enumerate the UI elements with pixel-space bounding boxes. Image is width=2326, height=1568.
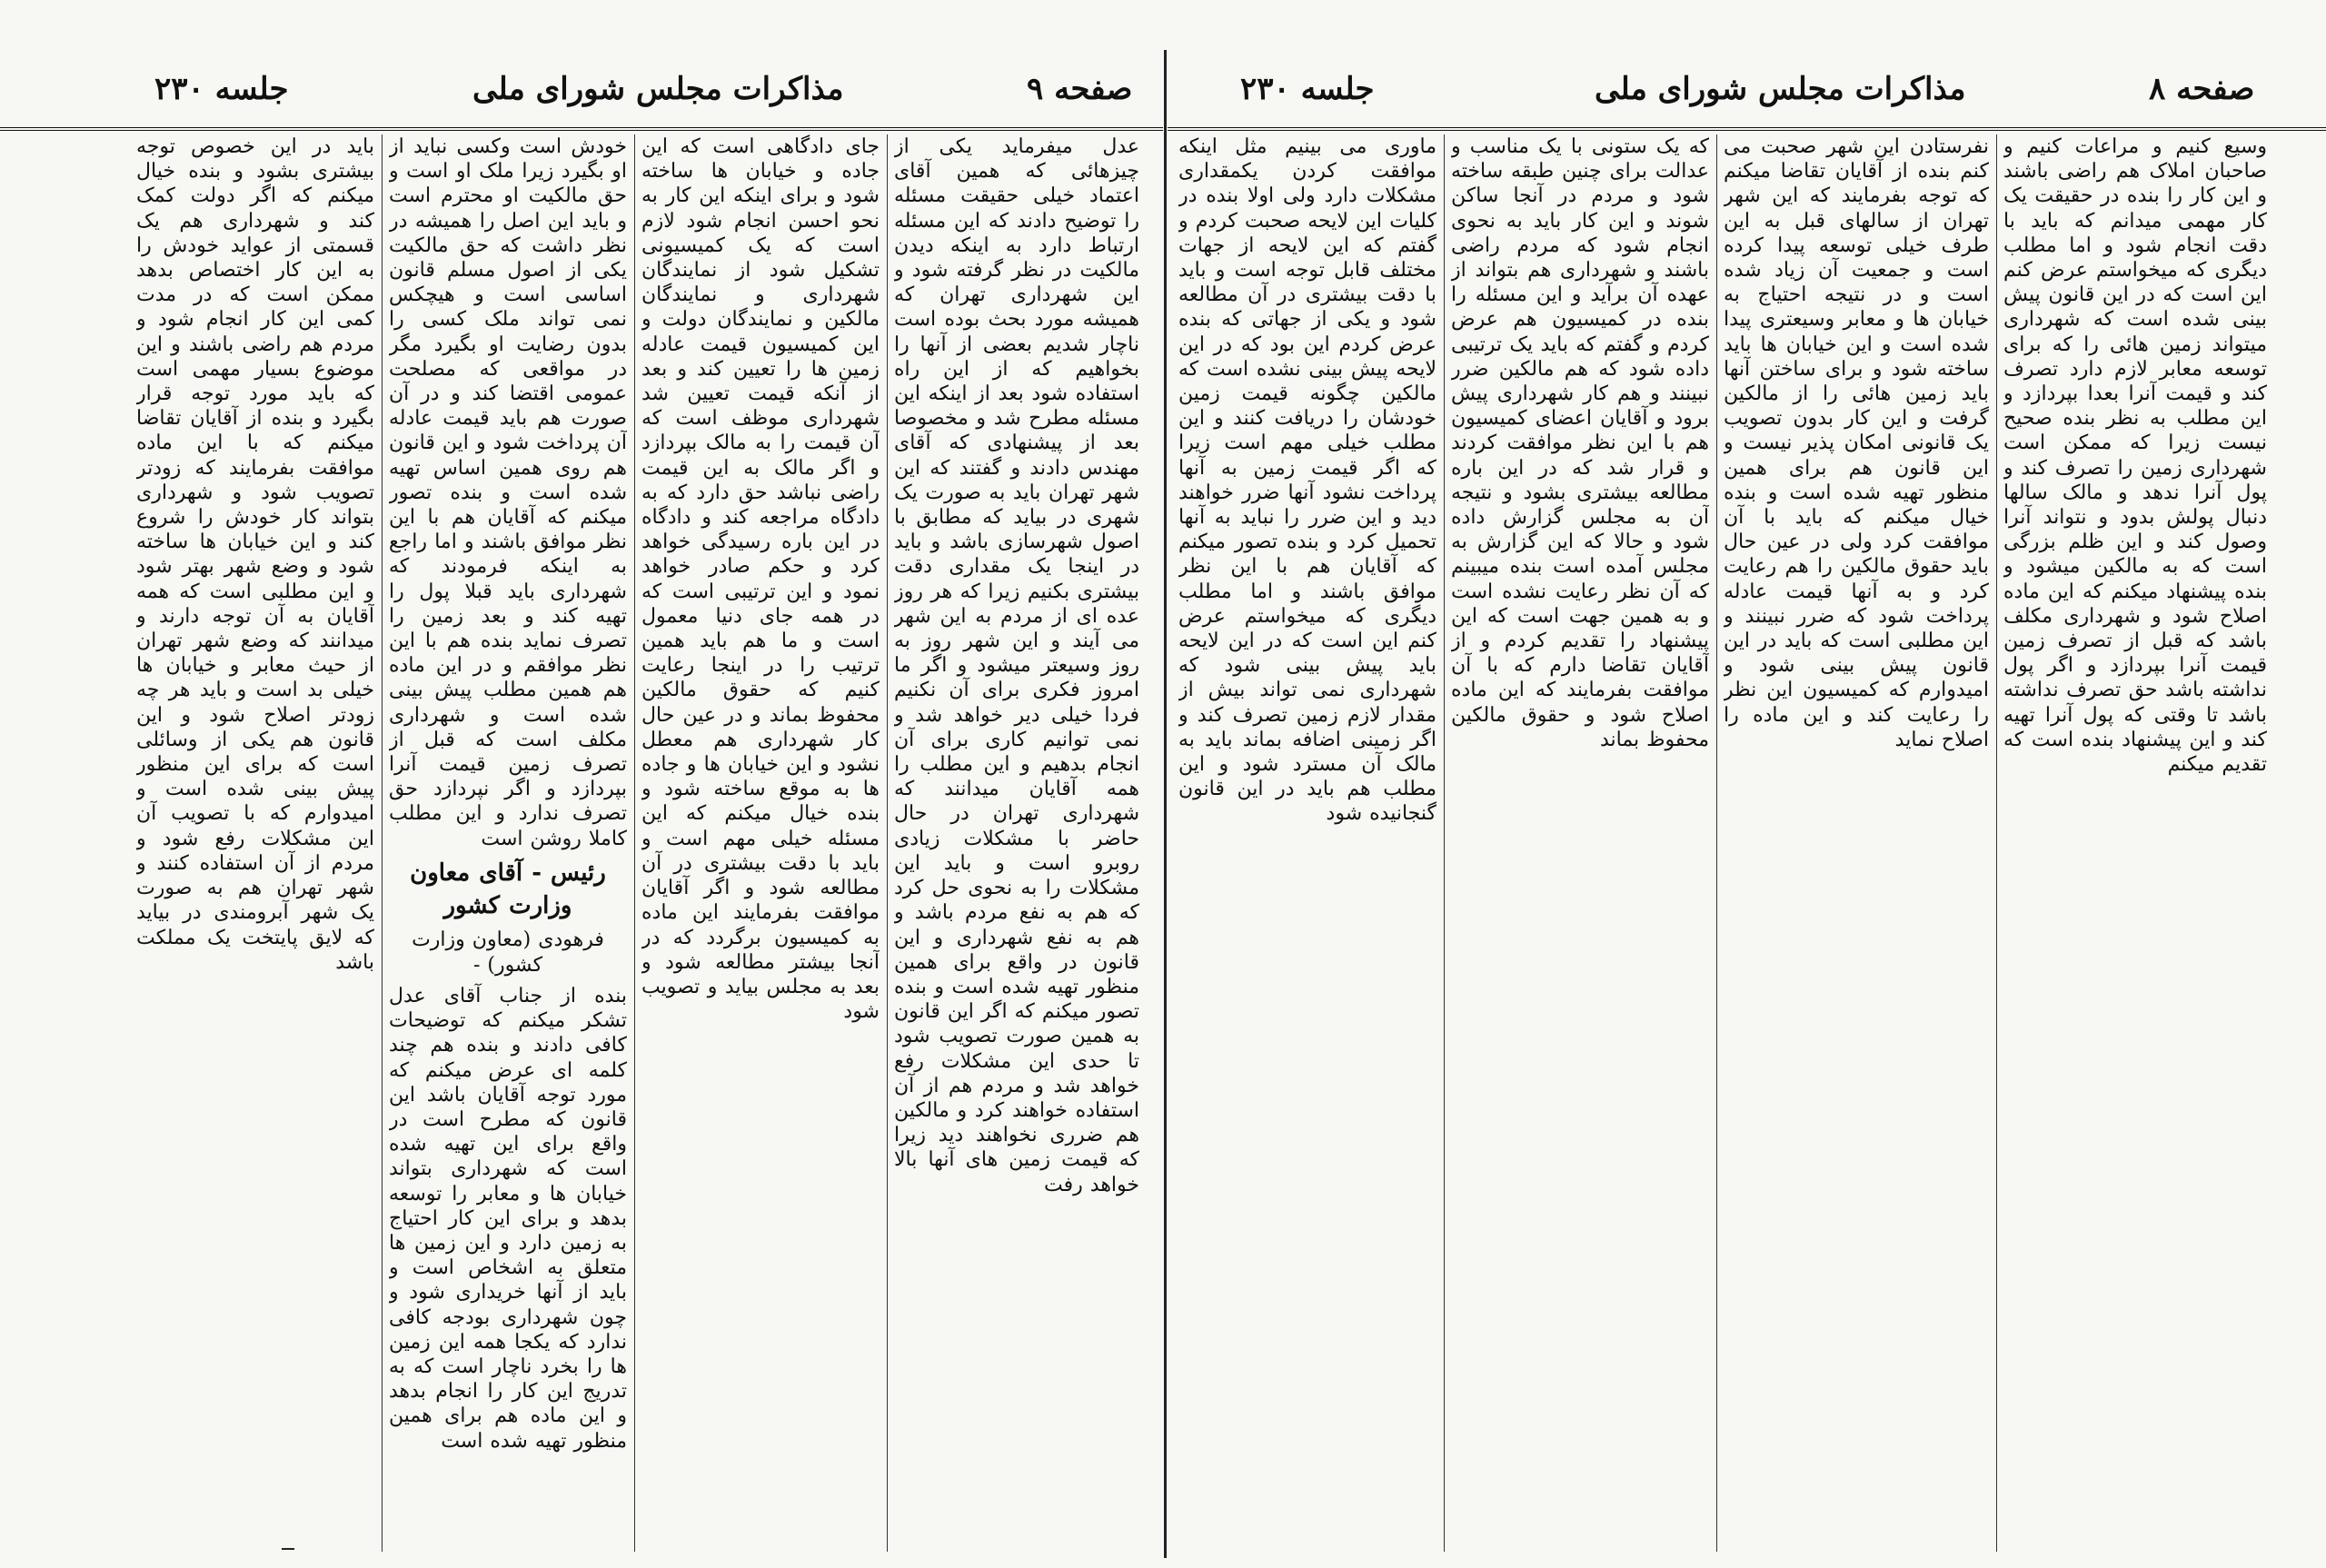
left-column-2 xyxy=(641,134,880,1552)
bottom-mark xyxy=(282,1548,294,1550)
column-rule xyxy=(634,134,635,1552)
left-column-3 xyxy=(389,134,627,1552)
left-page-header xyxy=(0,62,1163,131)
right-column-1 xyxy=(2003,134,2267,1552)
right-page-header xyxy=(1168,62,2326,131)
column-paragraph: خودش است وکسی نباید از او بگیرد زیرا ملک او است و حق مالکیت او محترم است و باید این اصل را همیشه در نظر داشت که حق مالکیت یکی از اصول مسلم قانون اساسی است و هیچکس نمی تواند ملک کسی را بدون رضایت او بگیرد مگر در مواقعی که مصلحت عمومی اقتضا کند و در آن صورت هم باید قیمت عادله آن پرداخت شود و این قانون هم روی همین اساس تهیه شده است و بنده تصور میکنم که آقایان هم با این نظر موافق باشند و اما راجع به اینکه فرمودند که شهرداری باید قبلا پول را تهیه کند و بعد زمین را تصرف نماید بنده هم با این نظر موافقم و در این ماده هم همین مطلب پیش بینی شده است و شهرداری مکلف است که قبل از تصرف زمین قیمت آنرا بپردازد و اگر نپردازد حق تصرف ندارد و این مطلب کاملا روشن است xyxy=(389,135,627,850)
column-paragraph: وسیع کنیم و مراعات کنیم و صاحبان املاک هم راضی باشند و این کار را بنده در حقیقت یک کار مهمی میدانم که باید با دقت انجام شود و اما مطلب دیگری که میخواستم عرض کنم این است که در این قانون پیش بینی شده است که شهرداری میتواند زمین هائی را که برای توسعه معابر لازم دارد تصرف کند و قیمت آنرا بعدا بپردازد و این مطلب به نظر بنده صحیح نیست زیرا که ممکن است شهرداری زمین را تصرف کند و پول آنرا ندهد و مالک سالها دنبال پولش بدود و نتواند آنرا وصول کند و این ظلم بزرگی است که به مالکین میشود و بنده پیشنهاد میکنم که این ماده اصلاح شود و شهرداری مکلف باشد که قبل از تصرف زمین قیمت آنرا بپردازد و اگر پول نداشته باشد حق تصرف نداشته باشد تا وقتی که پول آنرا تهیه کند و این پیشنهاد بنده است که تقدیم میکنم xyxy=(2003,135,2267,777)
column-paragraph: ماوری می بینیم مثل اینکه موافقت کردن یکمقداری مشکلات دارد ولی اولا بنده در کلیات این لایحه صحبت کردم و گفتم که این لایحه از جهات مختلف قابل توجه است و باید با دقت بیشتری در آن مطالعه شود و یکی از جهاتی که بنده عرض کردم این بود که در این لایحه پیش بینی نشده است که مالکین چگونه قیمت زمین خودشان را دریافت کنند و این مطلب خیلی مهم است زیرا که اگر قیمت زمین به آنها پرداخت نشود آنها ضرر خواهند دید و این ضرر را نباید به آنها تحمیل کرد و بنده تصور میکنم که آقایان هم با این نظر موافق باشند و اما مطلب دیگری که میخواستم عرض کنم این است که در این لایحه باید پیش بینی شود که شهرداری نمی تواند بیش از مقدار لازم زمین تصرف کند و اگر زمینی اضافه بماند باید به مالک آن مسترد شود و این مطلب هم باید در این قانون گنجانیده شود xyxy=(1178,135,1436,826)
right-page xyxy=(1168,0,2326,1568)
left-columns xyxy=(0,134,1163,1552)
column-rule xyxy=(382,134,383,1552)
speaker-heading: رئیس - آقای معاون وزارت کشور xyxy=(410,858,606,919)
column-paragraph: باید در این خصوص توجه بیشتری بشود و بنده خیال میکنم که اگر دولت کمک کند و شهرداری هم یک قسمتی از عواید خودش را به این کار اختصاص بدهد ممکن است که در مدت کمی این کار انجام شود و مردم هم راضی باشند و این موضوع بسیار مهمی است که باید مورد توجه قرار بگیرد و بنده از آقایان تقاضا میکنم که با این ماده موافقت بفرمایند که زودتر تصویب شود و شهرداری بتواند کار خودش را شروع کند و این خیابان ها ساخته شود و وضع شهر بهتر شود و این مطلبی است که همه آقایان به آن توجه دارند و میدانند که وضع شهر تهران از حیث معابر و خیابان ها خیلی بد است و باید هر چه زودتر اصلاح شود و این قانون هم یکی از وسائلی است که برای این منظور پیش بینی شده است و امیدوارم که با تصویب آن این مشکلات رفع شود و مردم از آن استفاده کنند و شهر تهران هم به صورت یک شهر آبرومندی در بیاید که لایق پایتخت یک مملکت باشد xyxy=(136,135,374,974)
left-column-4 xyxy=(136,134,374,1552)
right-column-2 xyxy=(1724,134,1989,1552)
column-rule xyxy=(1716,134,1717,1552)
right-session-number: جلسه ۲۳۰ xyxy=(1240,71,1375,107)
column-paragraph: بنده از جناب آقای عدل تشکر میکنم که توضیحات کافی دادند و بنده هم چند کلمه ای عرض میکنم که مورد توجه آقایان باشد این قانون که مطرح است در واقع برای این تهیه شده است که شهرداری بتواند خیابان ها و معابر را توسعه بدهد و برای این کار احتیاج به زمین دارد و این زمین ها متعلق به اشخاص است و باید از آنها خریداری شود و چون شهرداری بودجه کافی ندارد که یکجا همه این زمین ها را بخرد ناچار است که به تدریج این کار را انجام بدهد و این ماده هم برای همین منظور تهیه شده است xyxy=(389,984,627,1453)
left-column-1 xyxy=(894,134,1139,1552)
column-rule xyxy=(1996,134,1997,1552)
column-paragraph: عدل میفرماید یکی از چیزهائی که همین آقای اعتماد خیلی حقیقت مسئله را توضیح دادند که این مسئله ارتباط دارد به اینکه دیدن مالکیت در نظر گرفته شود و این شهرداری تهران که همیشه مورد بحث بوده است ناچار شدیم بعضی از آنها را بخواهیم که از این راه استفاده شود بعد از اینکه این مسئله مطرح شد و مخصوصا بعد از پیشنهادی که آقای مهندس دادند و گفتند که این شهر تهران باید به صورت یک شهری در بیاید که مطابق با اصول شهرسازی باشد و باید در اینجا یک مقداری دقت بیشتری بکنیم زیرا که هر روز عده ای از مردم به این شهر می آیند و این شهر روز به روز وسیعتر میشود و اگر ما امروز فکری برای آن نکنیم فردا خیلی دیر خواهد شد و نمی توانیم کاری برای آن انجام بدهیم و این مطلب را همه آقایان میدانند که شهرداری تهران در حال حاضر با مشکلات زیادی روبرو است و باید این مشکلات را به نحوی حل کرد که هم به نفع مردم باشد و هم به نفع شهرداری و این قانون در واقع برای همین منظور تهیه شده است و بنده تصور میکنم که اگر این قانون به همین صورت تصویب شود تا حدی این مشکلات رفع خواهد شد و مردم هم از آن استفاده خواهند کرد و مالکین هم ضرری نخواهند دید زیرا که قیمت زمین های آنها بالا خواهد رفت xyxy=(894,135,1139,1196)
left-page-number: صفحه ۹ xyxy=(1027,71,1133,107)
page-spine xyxy=(1164,50,1167,1558)
column-rule xyxy=(1444,134,1445,1552)
right-header-title: مذاکرات مجلس شورای ملی xyxy=(1595,71,1966,107)
column-paragraph: نفرستادن این شهر صحبت می کنم بنده از آقایان تقاضا میکنم که توجه بفرمایند که این شهر تهران از سالهای قبل به این طرف خیلی توسعه پیدا کرده است و جمعیت آن زیاد شده است و در نتیجه احتیاج به خیابان ها و معابر وسیعتری پیدا شده است و این خیابان ها باید ساخته شود و برای ساختن آنها باید زمین هائی را از مالکین گرفت و این کار بدون تصویب یک قانونی امکان پذیر نیست و این قانون هم برای همین منظور تهیه شده است و بنده خیال میکنم که باید با آن موافقت کرد ولی در عین حال باید حقوق مالکین را هم رعایت کرد و به آنها قیمت عادله پرداخت شود که ضرر نبینند و این مطلبی است که باید در این قانون پیش بینی شود و امیدوارم که کمیسیون این نظر را رعایت کند و این ماده را اصلاح نماید xyxy=(1724,135,1989,751)
column-paragraph: که یک ستونی با یک مناسب و عدالت برای چنین طبقه ساخته شود و مردم در آنجا ساکن شوند و این کار باید به نحوی انجام شود که مردم راضی باشند و شهرداری هم بتواند از عهده آن برآید و این مسئله را بنده در کمیسیون هم عرض کردم و گفتم که باید یک ترتیبی داده شود که هم مالکین ضرر نبینند و هم کار شهرداری پیش برود و آقایان اعضای کمیسیون هم با این نظر موافقت کردند و قرار شد که در این باره مطالعه بیشتری بشود و نتیجه آن به مجلس گزارش داده شود و حالا که این گزارش به مجلس آمده است بنده میبینم که آن نظر رعایت نشده است و به همین جهت است که این پیشنهاد را تقدیم کردم و از آقایان تقاضا دارم که با آن موافقت بفرمایند که این ماده اصلاح شود و حقوق مالکین محفوظ بماند xyxy=(1451,135,1709,751)
column-paragraph: جای دادگاهی است که این جاده و خیابان ها ساخته شود و برای اینکه این کار به نحو احسن انجام شود لازم است که یک کمیسیونی تشکیل شود از نمایندگان شهرداری و نمایندگان مالکین و نمایندگان دولت و این کمیسیون قیمت عادله زمین ها را تعیین کند و بعد از آنکه قیمت تعیین شد شهرداری موظف است که آن قیمت را به مالک بپردازد و اگر مالک به این قیمت راضی نباشد حق دارد که به دادگاه مراجعه کند و دادگاه در این باره رسیدگی خواهد کرد و حکم صادر خواهد نمود و این ترتیبی است که در همه جای دنیا معمول است و ما هم باید همین ترتیب را در اینجا رعایت کنیم که حقوق مالکین محفوظ بماند و در عین حال کار شهرداری هم معطل نشود و این خیابان ها و جاده ها به موقع ساخته شود و بنده خیال میکنم که این مسئله خیلی مهم است و باید با دقت بیشتری در آن مطالعه شود و اگر آقایان موافقت بفرمایند این ماده به کمیسیون برگردد که در آنجا بیشتر مطالعه شود و بعد به مجلس بیاید و تصویب شود xyxy=(641,135,880,1024)
speaker-subheading: فرهودی (معاون وزارت کشور) - xyxy=(412,928,604,977)
right-columns xyxy=(1168,134,2326,1552)
column-rule xyxy=(887,134,888,1552)
left-header-title: مذاکرات مجلس شورای ملی xyxy=(472,71,844,107)
left-session-number: جلسه ۲۳۰ xyxy=(154,71,289,107)
right-column-4 xyxy=(1178,134,1436,1552)
right-page-number: صفحه ۸ xyxy=(2149,71,2255,107)
right-column-3 xyxy=(1451,134,1709,1552)
